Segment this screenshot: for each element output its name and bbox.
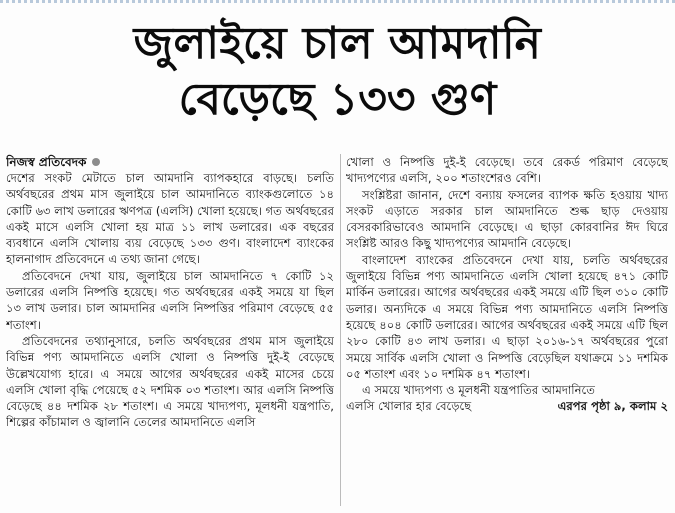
headline	[0, 20, 675, 125]
left-paragraph-3: প্রতিবেদনের তথ্যানুসারে, চলতি অর্থবছরের প্রথম মাস জুলাইয়ে বিভিন্ন পণ্য আমদানিতে এলসি খোলা ও নিষ্পত্তি দুই-ই বেড়েছে উল্লেখযোগ্য হারে। এ সময়ে আগের অর্থবছরের একই মাসের চেয়ে এলসি খোলা বৃদ্ধি পেয়েছে ৫২ দশমিক ০৩ শতাংশ। আর এলসি নিষ্পত্তি বেড়েছে ৪৪ দশমিক ২৮ শতাংশ। এ সময়ে খাদ্যপণ্য, মূলধনী যন্ত্রপাতি, শিল্পের কাঁচামাল ও জ্বালানি তেলের আমদানিতে এলসি	[6, 333, 334, 430]
right-paragraph-4: এ সময়ে খাদ্যপণ্য ও মূলধনী যন্ত্রপাতির আমদানিতে	[362, 383, 595, 398]
continuation-row	[346, 398, 668, 414]
headline-line-1: জুলাইয়ে চাল আমদানি	[133, 18, 542, 69]
left-paragraph-2: প্রতিবেদনে দেখা যায়, জুলাইয়ে চাল আমদানিতে ৭ কোটি ১২ ডলারের এলসি নিষ্পত্তি হয়েছে। গত অর্থবছরের একই সময়ে যা ছিল ১৩ লাখ ডলার। চাল আমদানির এলসি নিষ্পত্তির পরিমাণ বেড়েছে ৫৫ শতাংশ।	[6, 268, 334, 332]
bullet-dot-icon	[92, 158, 100, 166]
left-column	[6, 154, 334, 506]
right-last-line: এলসি খোলার হার বেড়েছে	[346, 399, 472, 414]
right-paragraph-2: সংশ্লিষ্টরা জানান, দেশে বন্যায় ফসলের ব্যাপক ক্ষতি হওয়ায় খাদ্য সংকট এড়াতে সরকার চাল আমদানিতে শুল্ক ছাড় দেওয়ায় বেসরকারিভাবেও আমদানি বেড়েছে। এ ছাড়া কোরবানির ঈদ ঘিরে সংশ্লিষ্ট আরও কিছু খাদ্যপণ্যের আমদানি বেড়েছে।	[346, 187, 668, 251]
top-dotted-rule	[0, 0, 675, 3]
left-paragraph-1: দেশের সংকট মেটাতে চাল আমদানি ব্যাপকহারে বাড়ছে। চলতি অর্থবছরের প্রথম মাস জুলাইয়ে চাল আমদানিতে ব্যাংকগুলোতে ১৪ কোটি ৬৩ লাখ ডলারের ঋণপত্র (এলসি) খোলা হয়েছে। গত অর্থবছরের একই মাসে এলসি খোলা হয় মাত্র ১১ লাখ ডলারের। এক বছরের ব্যবধানে এলসি খোলায় ব্যয় বেড়েছে ১৩৩ গুণ। বাংলাদেশ ব্যাংকের হালনাগাদ প্রতিবেদনে এ তথ্য জানা গেছে।	[6, 171, 334, 267]
column-divider	[340, 154, 341, 506]
headline-line-2: বেড়েছে ১৩৩ গুণ	[178, 74, 497, 126]
byline-text: নিজস্ব প্রতিবেদক	[6, 155, 87, 169]
right-column	[346, 154, 668, 506]
right-paragraph-3: বাংলাদেশ ব্যাংকের প্রতিবেদনে দেখা যায়, চলতি অর্থবছরের জুলাইয়ে বিভিন্ন পণ্য আমদানিতে এলসি খোলা হয়েছে ৪৭১ কোটি মার্কিন ডলারের। আগের অর্থবছরের একই সময়ে এটি ছিল ৩১০ কোটি ডলার। অন্যদিকে এ সময়ে বিভিন্ন পণ্য আমদানিতে এলসি নিষ্পত্তি হয়েছে ৪০৪ কোটি ডলারের। আগের অর্থবছরের একই সময়ে এটি ছিল ২৮০ কোটি ৪৩ লাখ ডলার। এ ছাড়া ২০১৬-১৭ অর্থবছরের পুরো সময়ে সার্বিক এলসি খোলা ও নিষ্পত্তি বেড়েছিল যথাক্রমে ১১ দশমিক ০৫ শতাংশ এবং ১০ দশমিক ৪৭ শতাংশ।	[346, 252, 668, 381]
right-paragraph-1: খোলা ও নিষ্পত্তি দুই-ই বেড়েছে। তবে রেকর্ড পরিমাণ বেড়েছে খাদ্যপণ্যের এলসি, ২০০ শতাংশেরও বেশি।	[346, 155, 668, 186]
continued-on-page-link[interactable]: এরপর পৃষ্ঠা ৯, কলাম ২	[557, 399, 668, 414]
article-body	[6, 154, 668, 506]
byline	[6, 154, 334, 170]
